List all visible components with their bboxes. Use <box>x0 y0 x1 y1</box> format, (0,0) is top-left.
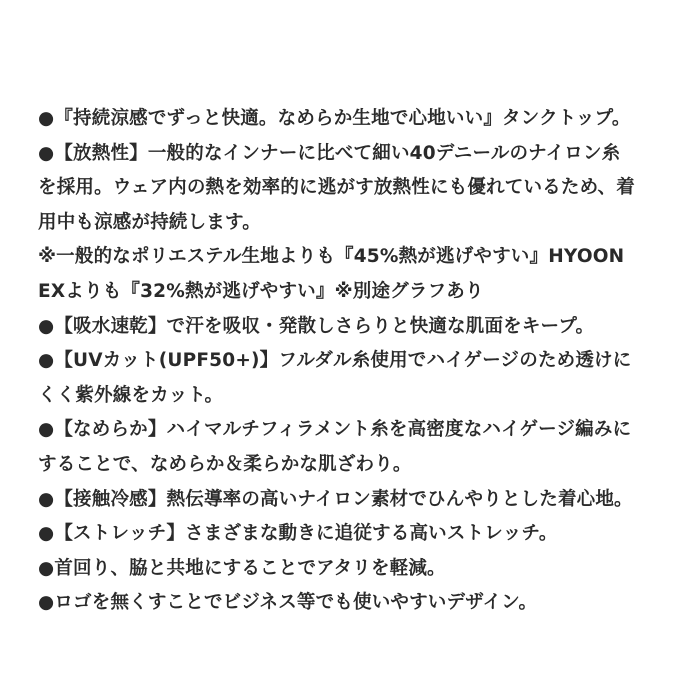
description-line-6: EXよりも『32%熱が逃げやすい』※別途グラフあり <box>38 280 484 302</box>
description-line-4: 用中も涼感が持続します。 <box>38 211 261 233</box>
description-line-8: ●【UVカット(UPF50+)】フルダル糸使用でハイゲージのため透けに <box>38 350 632 372</box>
description-line-13: ●【ストレッチ】さまざまな動きに追従する高いストレッチ。 <box>38 523 558 545</box>
description-line-15: ●ロゴを無くすことでビジネス等でも使いやすいデザイン。 <box>38 592 538 614</box>
description-line-12: ●【接触冷感】熱伝導率の高いナイロン素材でひんやりとした着心地。 <box>38 488 633 510</box>
description-line-11: することで、なめらか＆柔らかな肌ざわり。 <box>38 453 412 475</box>
description-line-7: ●【吸水速乾】で汗を吸収・発散しさらりと快適な肌面をキープ。 <box>38 315 595 337</box>
description-line-1: ●『持続涼感でずっと快適。なめらか生地で心地いい』タンクトップ。 <box>38 108 631 129</box>
description-line-9: くく紫外線をカット。 <box>38 384 224 406</box>
description-line-5: ※一般的なポリエステル生地よりも『45%熱が逃げやすい』HYOON <box>38 246 625 268</box>
description-line-3: を採用。ウェア内の熱を効率的に逃がす放熱性にも優れているため、着 <box>38 177 635 199</box>
product-description <box>38 102 668 621</box>
description-line-10: ●【なめらか】ハイマルチフィラメント糸を高密度なハイゲージ編みに <box>38 419 632 441</box>
description-line-2: ●【放熱性】一般的なインナーに比べて細い40デニールのナイロン糸 <box>38 142 621 164</box>
description-line-14: ●首回り、脇と共地にすることでアタリを軽減。 <box>38 557 446 579</box>
